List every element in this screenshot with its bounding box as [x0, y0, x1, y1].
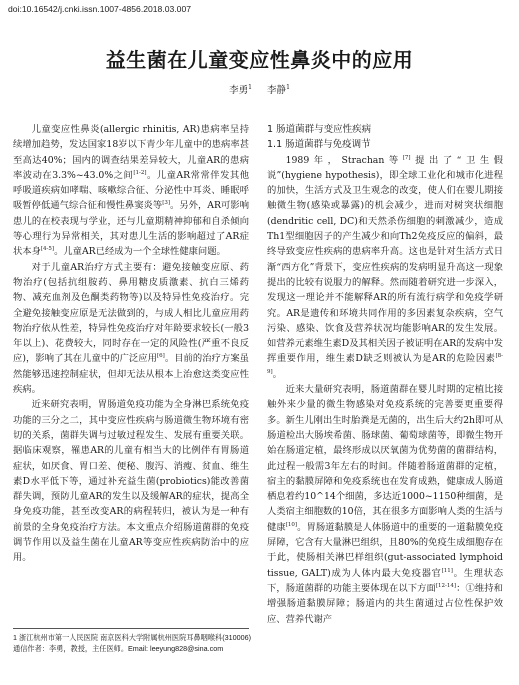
- paragraph-hygiene-hypothesis: 1989年，Strachan等[7]提出了“卫生假说”(hygiene hypothesis)，即全球工业化和城市化进程的加快，生活方式及卫生观念的改变，使人们在婴儿期接触微生物(感染或暴露)的机会减少，进而对树突状细胞(dendritic cell, DC)和天然杀伤细胞的刺激减少，造成Th1型细胞因子的产生减少和向Th2免疫反应的偏斜，最终导致变应性疾病的患病率升高。这也是针对生活方式日渐“西方化”背景下，变应性疾病的发病明显升高这一现象提出的比较有说服力的解释。然而随着研究进一步深入，发现这一理论并不能解释AR的所有流行病学和免疫学研究。AR是遗传和环境共同作用的多因素复杂疾病，空气污染、感染、饮食及营养状况均能影响AR的发生发展。如营养元素维生素D及其相关因子被证明在AR的发病中发挥重要作用，维生素D缺乏则被认为是AR的危险因素[8-9]。: [267, 154, 503, 380]
- subsection-heading: 1.1 肠道菌群与免疫调节: [267, 139, 371, 151]
- right-column: [267, 122, 503, 627]
- footnote: [13, 632, 253, 654]
- footnote-divider: [13, 628, 249, 629]
- paragraph-gut-flora: 近来大量研究表明，肠道菌群在婴儿时期的定植比接触外来少量的微生物感染对免疫系统的完善要更重要得多。新生儿刚出生时胎粪是无菌的，出生后大约2h即可从肠道检出大肠埃希菌、肠球菌、葡萄球菌等，即微生物开始在肠道定植，最终形成以厌氧菌为优势菌的菌群结构，此过程一般需3年左右的时间。伴随着肠道菌群的定植，宿主的黏膜屏障和免疫系统也在发育成熟，健康成人肠道栖息着约10^14个细菌，多达近1000~1150种细菌，是人类宿主细胞数的10倍，其在很多方面影响人类的生活与健康[10]。胃肠道黏膜是人体肠道中的重要的一道黏膜免疫屏障，它含有大量淋巴组织，且80%的免疫生成细胞存在于此，使肠相关淋巴样组织(gut-associated lymphoid tissue, GALT)成为人体内最大免疫器官[11]。生理状态下，肠道菌群的功能主要体现在以下方面[12-14]：①维持和增强肠道黏膜屏障；肠道内的共生菌通过占位性保护效应、营养代谢产: [267, 384, 503, 625]
- affiliation-note: 1 浙江杭州市第一人民医院 南京医科大学附属杭州医院耳鼻咽喉科(310006): [13, 633, 252, 642]
- left-column: [13, 122, 249, 566]
- paragraph-gut-immunity: 近来研究表明，胃肠道免疫功能为全身淋巴系统免疫功能的三分之二，其中变应性疾病与肠道微生物环境有密切的关系，菌群失调与过敏过程发生、发展有重要关联。据临床观察，罹患AR的儿童有相当大的比例伴有胃肠道症状，如厌食、胃口差、便秘、腹泻、消瘦、贫血、维生素D水平低下等，通过补充益生菌(probiotics)能改善菌群失调，预防儿童AR的发生以及缓解AR的症状，提高全身免疫功能，甚至改变AR的病程转归，被认为是一种有前景的全身免疫治疗方法。本文重点介绍肠道菌群的免疫调节作用以及益生菌在儿童AR等变应性疾病防治中的应用。: [13, 399, 249, 564]
- author-line: [0, 82, 519, 96]
- author-affiliation-mark: 1: [248, 83, 252, 91]
- author-name: 李静: [267, 85, 287, 96]
- paragraph-treatment: 对于儿童AR治疗方式主要有：避免接触变应原、药物治疗(包括抗组胺药、鼻用糖皮质激素、抗白三烯药物、减充血剂及色酮类药物等)以及特异性免疫治疗。完全避免接触变应原是无法做到的，与成人相比儿童应用药物治疗依从性差，特异性免疫治疗对年龄要求较长(一般3年以上)、花费较大，同时存在一定的风险性(严重不良反应)，影响了其在儿童中的广泛应用[6]。目前的治疗方案虽然能够迅速控制症状，但却无法从根本上治愈这类变应性疾病。: [13, 261, 249, 396]
- article-title: 益生菌在儿童变应性鼻炎中的应用: [105, 48, 414, 72]
- doi: doi:10.16542/j.cnki.issn.1007-4856.2018.03.007: [8, 4, 191, 14]
- section-heading: 1 肠道菌群与变应性疾病: [267, 124, 372, 135]
- paragraph-intro: 儿童变应性鼻炎(allergic rhinitis, AR)患病率呈持续增加趋势，发达国家18岁以下青少年儿童中的患病率甚至高达40%；国内的调查结果差异较大，儿童AR的患病率波动在3.3%~43.0%之间[1-2]。儿童AR常常伴发其他呼吸道疾病如哮喘、咳嗽综合征、分泌性中耳炎、睡眠呼吸暂停低通气综合征和慢性鼻窦炎等[3]。另外，AR可影响患儿的在校表现与学业，还与儿童期精神抑郁和自杀倾向等心理行为异常相关，其对患儿生活的影响超过了AR症状本身[4-5]。儿童AR已经成为一个全球性健康问题。: [13, 124, 249, 258]
- author-name: 李勇: [229, 85, 249, 96]
- correspondence-note: 通信作者：李勇，教授，主任医师。Email: leeyung828@sina.com: [13, 644, 224, 653]
- author-affiliation-mark: 1: [286, 83, 290, 91]
